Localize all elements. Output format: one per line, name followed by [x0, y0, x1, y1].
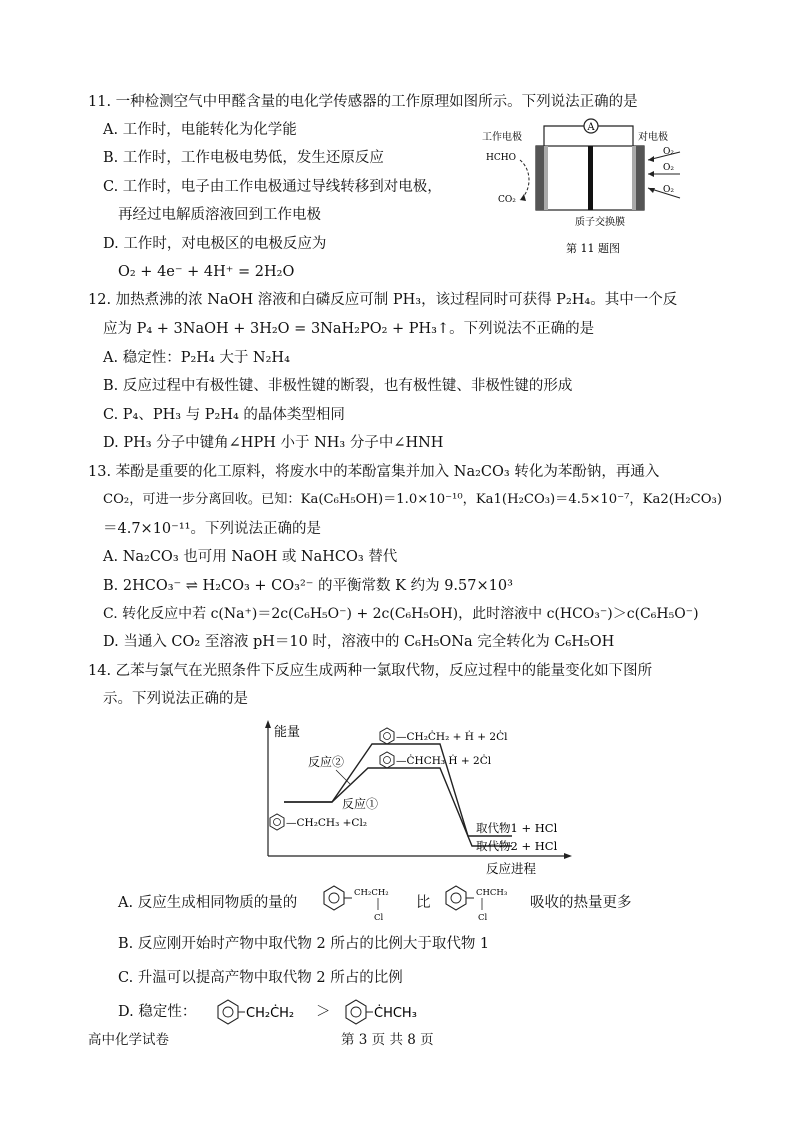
q11-caption: 第 11 题图: [566, 242, 620, 255]
q14-stem-line1: 14. 乙苯与氯气在光照条件下反应生成两种一氯取代物，反应过程中的能量变化如下图所: [88, 663, 653, 679]
o2-label-3: O₂: [663, 185, 674, 195]
q14-option-a-compare: 比: [416, 895, 431, 911]
q11-figure: [480, 112, 690, 262]
q13-option-c: C. 转化反应中若 c(Na⁺)＝2c(C₆H₅O⁻) + 2c(C₆H₅OH)，此时溶液中 c(HCO₃⁻)＞c(C₆H₅O⁻): [103, 606, 699, 622]
q14-option-b: B. 反应刚开始时产物中取代物 2 所占的比例大于取代物 1: [118, 936, 490, 952]
co2-label: CO₂: [498, 195, 516, 205]
ammeter-label: A: [587, 122, 595, 133]
q11-option-c-line1: C. 工作时，电子由工作电极通过导线转移到对电极，: [103, 179, 442, 195]
q13-option-b: B. 2HCO₃⁻ ⇌ H₂CO₃ + CO₃²⁻ 的平衡常数 K 约为 9.57×10³: [103, 578, 513, 594]
work-electrode-label: 工作电极: [482, 132, 522, 143]
q14-energy-diagram: [250, 718, 580, 876]
q11-option-d-line2: O₂ + 4e⁻ + 4H⁺ = 2H₂O: [118, 264, 295, 280]
product-2-label: 取代物2 + HCl: [476, 839, 558, 853]
work-electrode: [536, 146, 544, 210]
q14-option-a-structure-1: [318, 880, 408, 924]
q11-stem: 11. 一种检测空气中甲醛含量的电化学传感器的工作原理如图所示。下列说法正确的是: [88, 94, 638, 110]
q12-stem-line1: 12. 加热煮沸的浓 NaOH 溶液和白磷反应可制 PH₃，该过程同时可获得 P₂H₄。其中一个反: [88, 292, 678, 308]
hcho-label: HCHO: [486, 153, 516, 163]
counter-electrode-label: 对电极: [638, 132, 668, 143]
membrane-label: 质子交换膜: [575, 217, 625, 228]
top-species-label: —CH₂ĊH₂ + Ḣ + 2Ċl: [396, 731, 508, 743]
structure-2-cl: Cl: [478, 913, 488, 923]
q13-stem-line3: ＝4.7×10⁻¹¹。下列说法正确的是: [103, 521, 321, 537]
q11-option-d-line1: D. 工作时，对电极区的电极反应为: [103, 236, 327, 252]
o2-label-1: O₂: [663, 147, 674, 157]
product-1-label: 取代物1 + HCl: [476, 821, 558, 835]
d-structure-1-chain: CH₂ĊH₂: [246, 1006, 295, 1021]
y-axis-label: 能量: [274, 725, 301, 740]
proton-exchange-membrane: [588, 146, 593, 210]
structure-1-cl: Cl: [374, 913, 384, 923]
q13-stem-line2: CO₂，可进一步分离回收。已知：Ka(C₆H₅OH)＝1.0×10⁻¹⁰，Ka1(H₂CO₃)＝4.5×10⁻⁷，Ka2(H₂CO₃): [103, 492, 722, 507]
q14-option-d-structure-1: [212, 997, 312, 1027]
x-axis-label: 反应进程: [486, 861, 537, 876]
footer-page-number: 第 3 页 共 8 页: [341, 1032, 434, 1048]
q11-option-c-line2: 再经过电解质溶液回到工作电极: [118, 207, 321, 223]
d-structure-2-chain: ĊHCH₃: [374, 1006, 417, 1021]
q12-option-d: D. PH₃ 分子中键角∠HPH 小于 NH₃ 分子中∠HNH: [103, 435, 444, 451]
q12-option-a: A. 稳定性：P₂H₄ 大于 N₂H₄: [103, 350, 290, 366]
reaction-2-label: 反应②: [308, 755, 345, 769]
q14-option-c: C. 升温可以提高产物中取代物 2 所占的比例: [118, 970, 403, 986]
q14-option-a-structure-2: [440, 880, 530, 924]
q14-option-d-greater: ＞: [316, 1004, 331, 1020]
q13-option-a: A. Na₂CO₃ 也可用 NaOH 或 NaHCO₃ 替代: [103, 549, 398, 565]
structure-1-chain: CH₂CH₂: [354, 888, 389, 898]
q14-option-a-prefix: A. 反应生成相同物质的量的: [118, 895, 298, 911]
counter-electrode: [636, 146, 644, 210]
q14-option-d-prefix: D. 稳定性：: [118, 1004, 197, 1020]
q14-stem-line2: 示。下列说法正确的是: [103, 691, 248, 707]
mid-species-label: —ĊHCH₃ Ḣ + 2Ċl: [396, 755, 492, 767]
q13-stem-line1: 13. 苯酚是重要的化工原料，将废水中的苯酚富集并加入 Na₂CO₃ 转化为苯酚钠，再通入: [88, 464, 660, 480]
q12-option-c: C. P₄、PH₃ 与 P₂H₄ 的晶体类型相同: [103, 407, 345, 423]
q11-option-b: B. 工作时，工作电极电势低，发生还原反应: [103, 150, 384, 166]
q12-option-b: B. 反应过程中有极性键、非极性键的断裂，也有极性键、非极性键的形成: [103, 378, 573, 394]
reactant-label: —CH₂CH₃ +Cl₂: [286, 817, 368, 829]
q12-stem-line2: 应为 P₄ + 3NaOH + 3H₂O = 3NaH₂PO₂ + PH₃↑。下列说法不正确的是: [103, 321, 595, 337]
reaction-1-label: 反应①: [342, 797, 379, 811]
o2-label-2: O₂: [663, 163, 674, 173]
q14-option-a-suffix: 吸收的热量更多: [530, 895, 632, 911]
q11-option-a: A. 工作时，电能转化为化学能: [103, 122, 297, 138]
footer-exam-name: 高中化学试卷: [88, 1032, 169, 1048]
structure-2-chain: CHCH₃: [476, 888, 508, 898]
q14-option-d-structure-2: [340, 997, 440, 1027]
q13-option-d: D. 当通入 CO₂ 至溶液 pH＝10 时，溶液中的 C₆H₅ONa 完全转化为 C₆H₅OH: [103, 634, 615, 650]
